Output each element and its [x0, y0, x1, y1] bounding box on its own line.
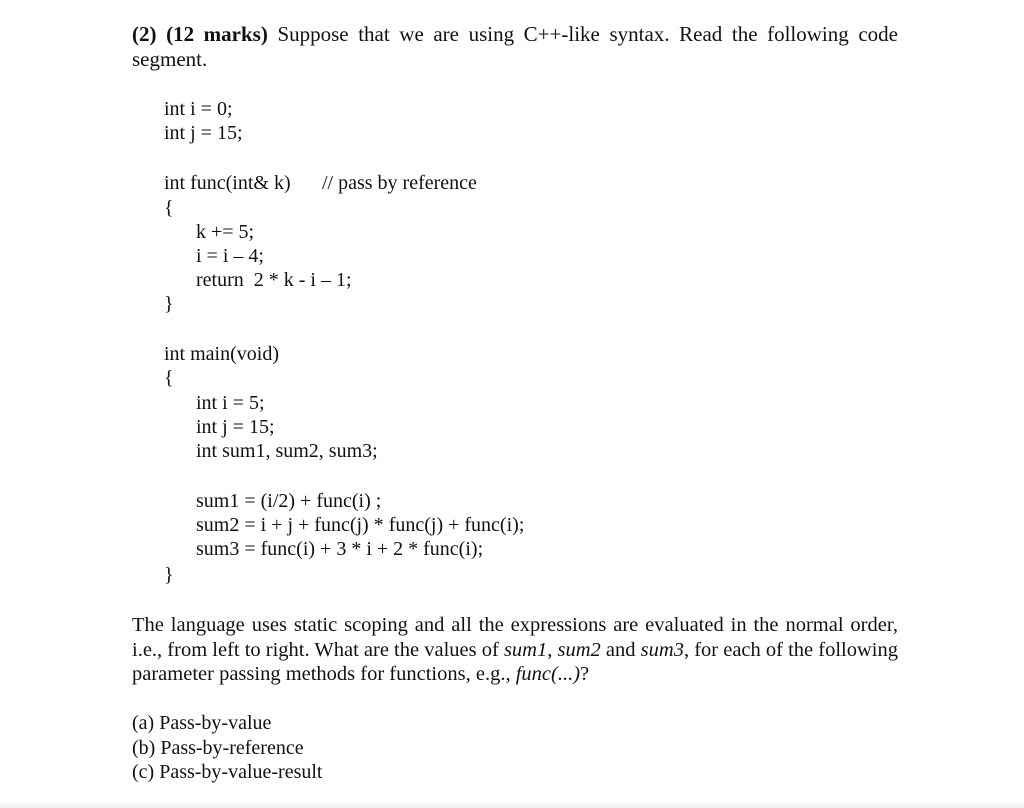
- option-b: (b) Pass-by-reference: [132, 737, 304, 759]
- code-func-line-3: return 2 * k - i – 1;: [196, 269, 352, 291]
- option-c: (c) Pass-by-value-result: [132, 761, 323, 783]
- code-func-signature: int func(int& k): [164, 172, 291, 194]
- question-number: (2): [132, 22, 157, 46]
- code-main-stmt-1: sum1 = (i/2) + func(i) ;: [196, 490, 382, 512]
- code-main-decl-2: int j = 15;: [196, 416, 275, 438]
- code-main-open-brace: {: [164, 367, 174, 389]
- question-heading: [132, 22, 898, 72]
- code-main-stmt-2: sum2 = i + j + func(j) * func(j) + func(i);: [196, 514, 525, 536]
- example-func: func(...): [515, 663, 581, 685]
- code-main-decl-3: int sum1, sum2, sum3;: [196, 440, 378, 462]
- description-text: The language uses static scoping and all the expressions are evaluated in the normal order, i.e., from left to right. What are the values of: [132, 614, 898, 661]
- var-sum2: sum2: [557, 638, 601, 661]
- question-marks: (12 marks): [166, 22, 268, 46]
- description-sep-1: ,: [547, 638, 558, 661]
- description-text-2: , for each of the following parameter passing methods for functions, e.g.,: [132, 638, 899, 685]
- var-sum1: sum1: [503, 638, 548, 661]
- description-sep-2: and: [600, 638, 641, 661]
- code-global-j: int j = 15;: [164, 122, 243, 144]
- description-end: ?: [580, 663, 590, 685]
- code-main-signature: int main(void): [164, 343, 279, 365]
- code-main-stmt-3: sum3 = func(i) + 3 * i + 2 * func(i);: [196, 538, 484, 560]
- code-main-decl-1: int i = 5;: [196, 392, 265, 414]
- option-a: (a) Pass-by-value: [132, 712, 272, 734]
- question-intro: Suppose that we are using C++-like syntax. Read the following code segment.: [132, 22, 899, 71]
- code-func-comment: // pass by reference: [322, 172, 477, 194]
- code-func-line-2: i = i – 4;: [196, 245, 264, 267]
- code-func-line-1: k += 5;: [196, 221, 255, 243]
- description-paragraph: [132, 613, 898, 687]
- code-global-i: int i = 0;: [164, 98, 233, 120]
- code-main-close-brace: }: [164, 564, 174, 586]
- code-func-open-brace: {: [164, 197, 174, 219]
- page-bottom-edge: [0, 802, 1024, 808]
- code-func-close-brace: }: [164, 293, 174, 315]
- var-sum3: sum3: [640, 638, 684, 661]
